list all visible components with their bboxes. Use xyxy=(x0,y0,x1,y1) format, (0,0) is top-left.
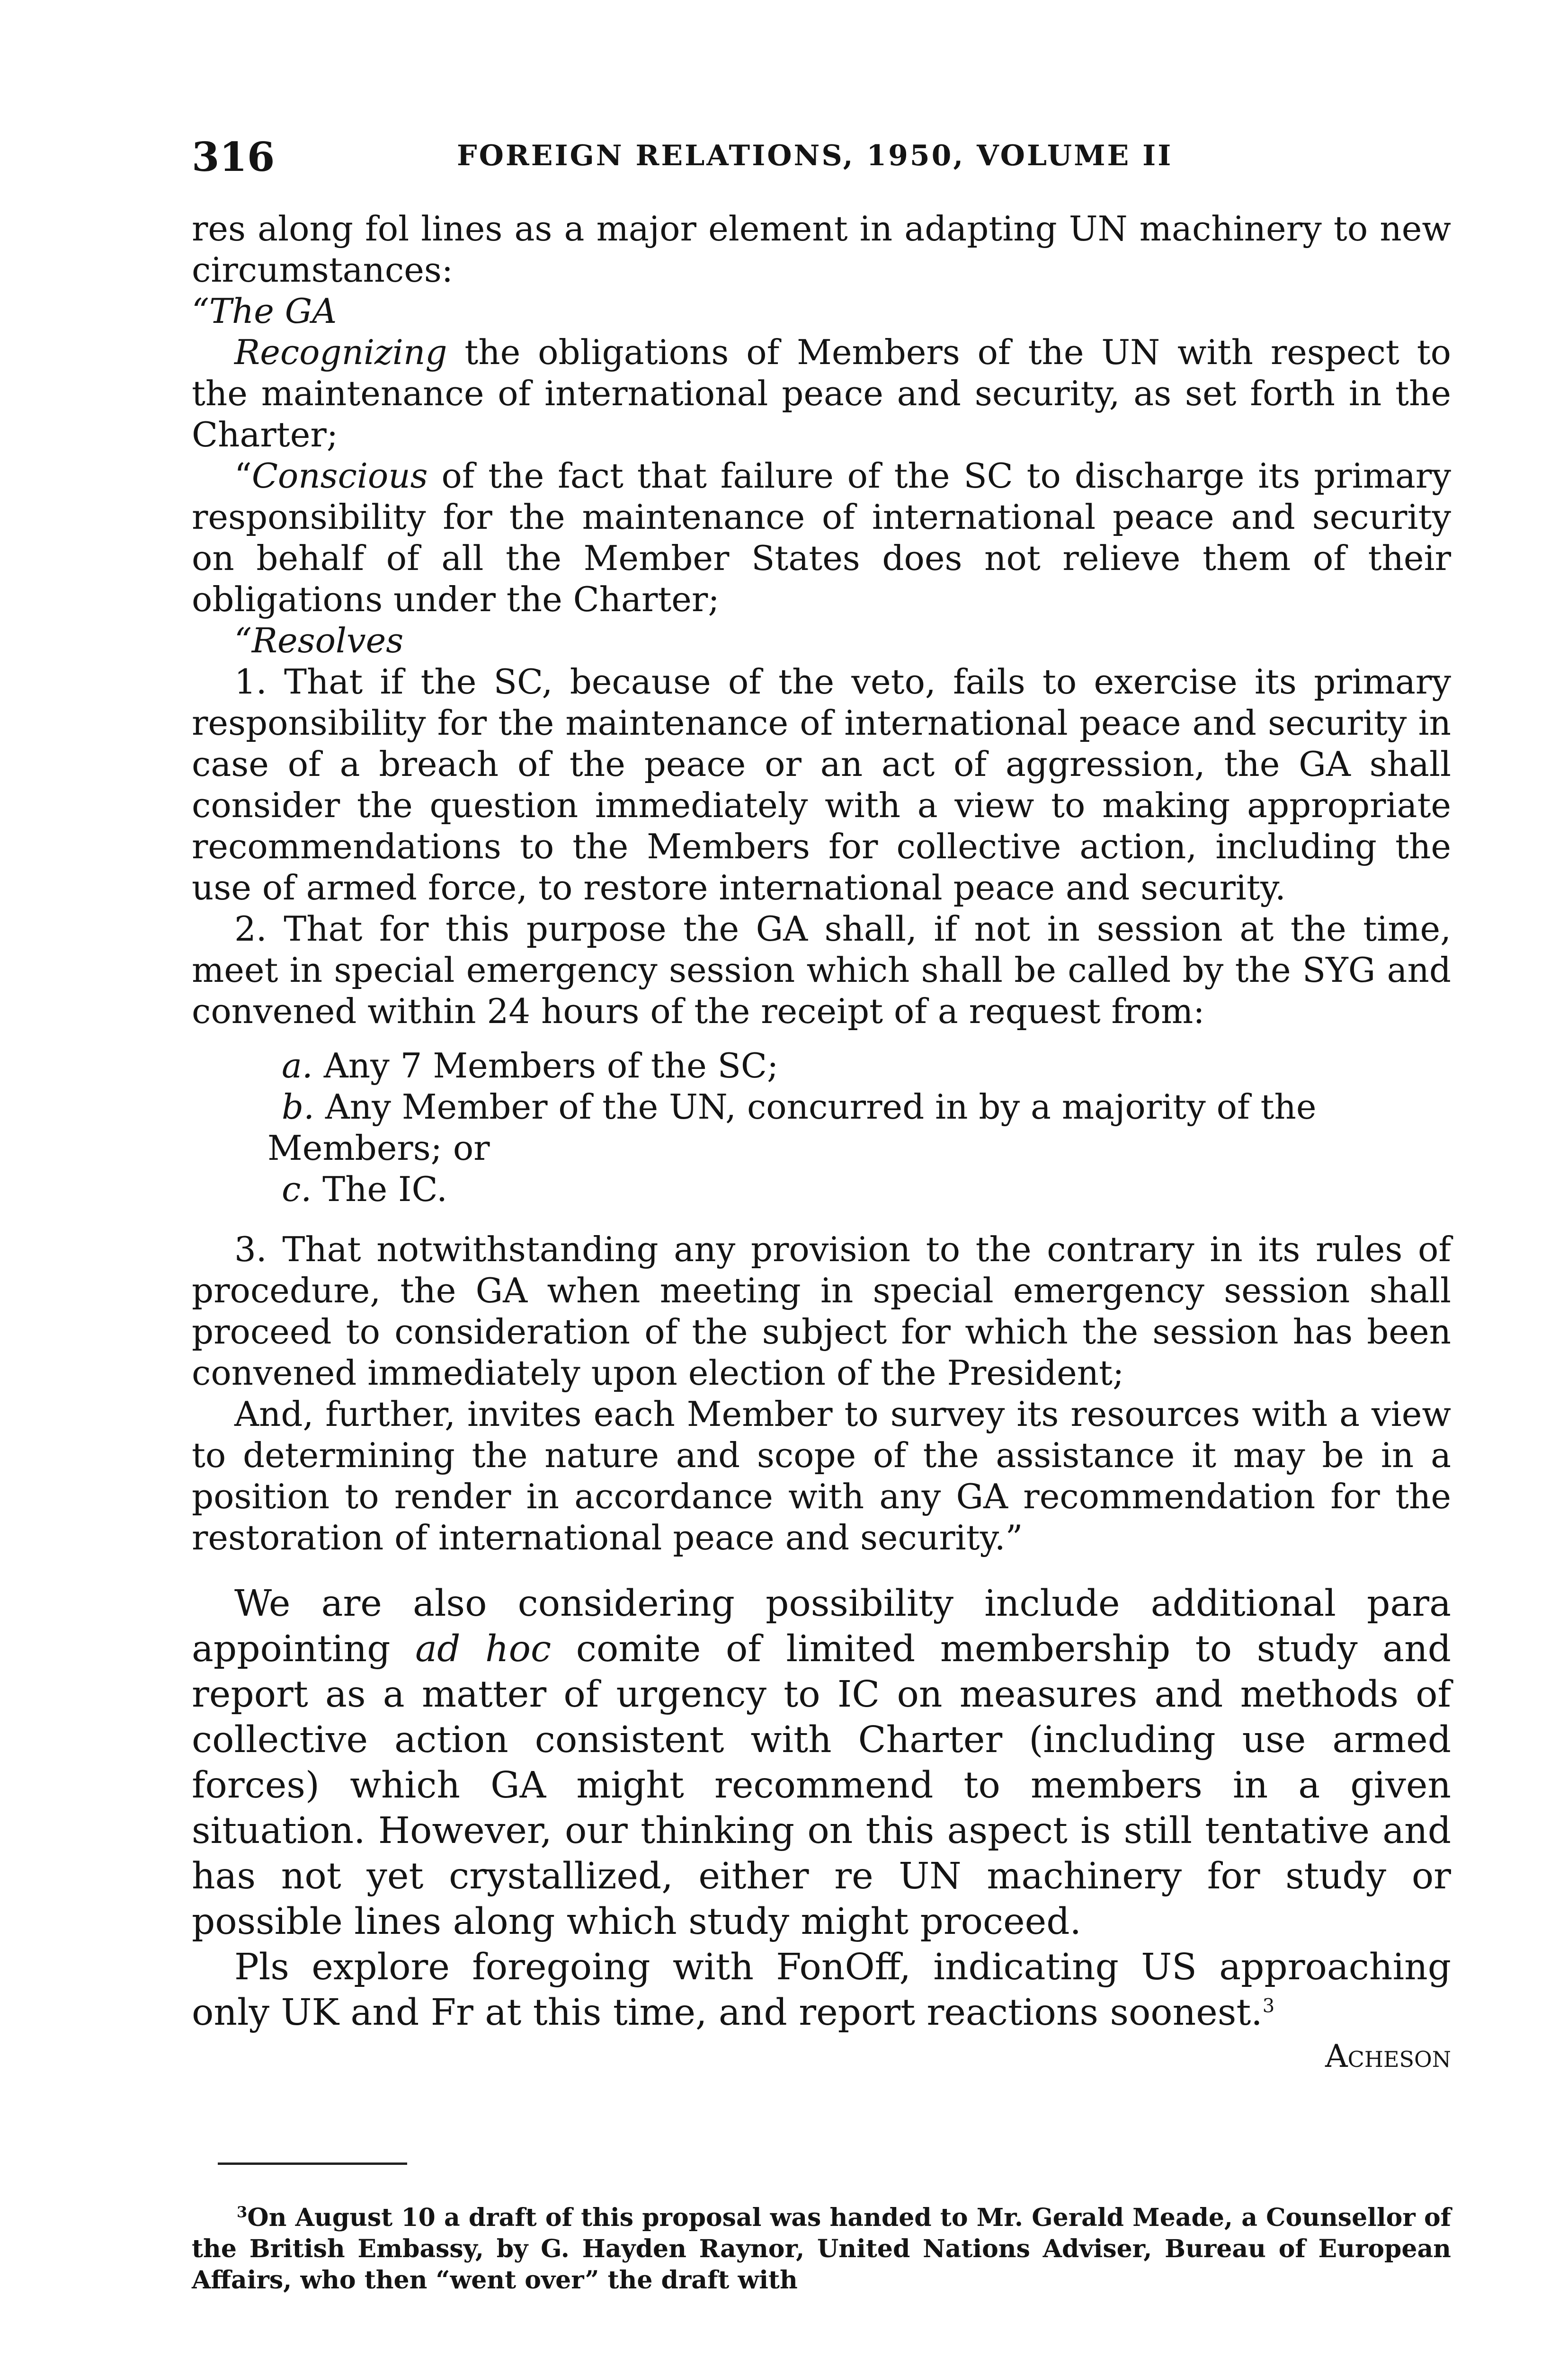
ad-hoc-text-a: We are also considering possibility include additional para appointing xyxy=(192,1583,1451,1670)
conscious-quote: “ xyxy=(234,456,252,496)
list-text: Any Member of the UN, concurred in by a majority of the xyxy=(325,1087,1317,1127)
request-list xyxy=(192,1045,1451,1210)
list-item xyxy=(192,1086,1451,1169)
instructions-text: Pls explore foregoing with FonOff, indicating US approaching only UK and Fr at this time, and report reactions soonest. xyxy=(192,1946,1451,2034)
footnote-divider xyxy=(218,2162,407,2165)
page-header xyxy=(192,133,1465,195)
running-head: FOREIGN RELATIONS, 1950, VOLUME II xyxy=(457,139,1173,172)
conscious-italic: Conscious xyxy=(251,456,428,496)
footnote-reference: 3 xyxy=(1262,1995,1275,2017)
recognizing-text: the obligations of Members of the UN with respect to the maintenance of international peace and security, as set forth in the Charter; xyxy=(192,332,1451,454)
paragraph-instructions xyxy=(192,1945,1451,2036)
recognizing-italic: Recognizing xyxy=(234,332,447,372)
list-item xyxy=(192,1045,1451,1086)
paragraph-recognizing xyxy=(192,332,1451,455)
footnote-marker: 3 xyxy=(237,2203,248,2221)
resolves-text: “Resolves xyxy=(234,621,404,660)
list-text-continuation: Members; or xyxy=(267,1128,490,1168)
resolution-title-text: “The GA xyxy=(192,291,337,331)
paragraph-point-1: 1. That if the SC, because of the veto, fails to exercise its primary responsibility for the maintenance of international peace and security in case of a breach of the peace or an act of aggression, the GA shall consider the question immediately with a view to making appropriate recommendations to the Members for collective action, including the use of armed force, to restore international peace and security. xyxy=(192,662,1451,908)
paragraph-point-2: 2. That for this purpose the GA shall, if not in session at the time, meet in special emergency session which shall be called by the SYG and convened within 24 hours of the receipt of a request from: xyxy=(192,909,1451,1031)
footnote xyxy=(192,2202,1451,2296)
ad-hoc-text-b: comite of limited membership to study and report as a matter of urgency to IC on measures and methods of collective action consistent with Charter (including use armed forces) which GA might recommend to members in a given situation. However, our thinking on this aspect is still tentative and has not yet crystallized, either re UN machinery for study or possible lines along which study might proceed. xyxy=(192,1628,1451,1943)
footnote-text: On August 10 a draft of this proposal was handed to Mr. Gerald Meade, a Counsellor of the British Embassy, by G. Hayden Raynor, United Nations Adviser, Bureau of European Affairs, who then “went over” the draft with xyxy=(192,2203,1451,2295)
conscious-text: of the fact that failure of the SC to discharge its primary responsibility for the maintenance of international peace and security on behalf of all the Member States does not relieve them of their obligations under the Charter; xyxy=(192,456,1451,619)
signature: Acheson xyxy=(1325,2038,1451,2074)
paragraph-resolves xyxy=(192,620,1451,661)
ad-hoc-italic: ad hoc xyxy=(415,1628,552,1670)
body-text xyxy=(192,208,1451,2077)
list-letter: a. xyxy=(282,1046,313,1086)
list-text: The IC. xyxy=(322,1169,447,1209)
paragraph-conscious xyxy=(192,455,1451,620)
list-item xyxy=(192,1169,1451,1210)
paragraph-further: And, further, invites each Member to survey its resources with a view to determining the nature and scope of the assistance it may be in a position to render in accordance with any GA recommendation for the restoration of international peace and security.” xyxy=(192,1394,1451,1557)
list-text: Any 7 Members of the SC; xyxy=(323,1046,779,1086)
page-number: 316 xyxy=(192,133,275,180)
list-letter: b. xyxy=(282,1087,314,1127)
resolution-title xyxy=(192,291,1451,332)
paragraph-intro: res along fol lines as a major element in adapting UN machinery to new circumstances: xyxy=(192,209,1451,290)
paragraph-gap xyxy=(192,1558,1451,1581)
paragraph-point-3: 3. That notwithstanding any provision to the contrary in its rules of procedure, the GA when meeting in special emergency session shall proceed to consideration of the subject for which the session has been convened immediately upon election of the President; xyxy=(192,1229,1451,1393)
paragraph-ad-hoc xyxy=(192,1581,1451,1945)
list-letter: c. xyxy=(282,1169,312,1209)
